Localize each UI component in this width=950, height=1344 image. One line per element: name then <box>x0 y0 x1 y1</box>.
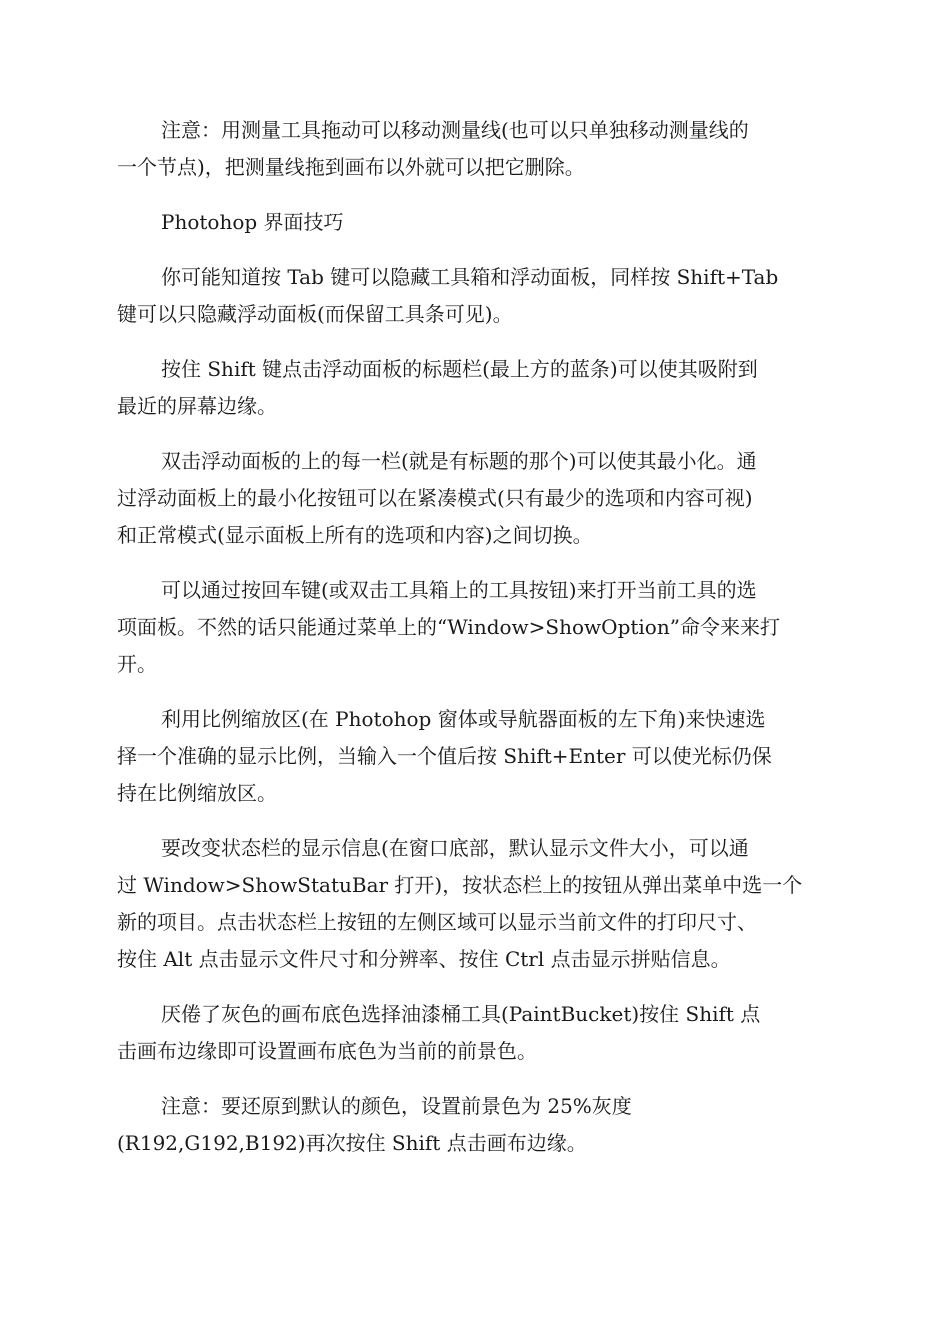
text-line: 注意：用测量工具拖动可以移动测量线(也可以只单独移动测量线的 <box>161 118 749 142</box>
paragraph-tab-key <box>117 259 833 333</box>
text-line: (R192,G192,B192)再次按住 Shift 点击画布边缘。 <box>117 1131 587 1155</box>
text-line: 持在比例缩放区。 <box>117 781 277 805</box>
paragraph-measure-note <box>117 112 833 186</box>
paragraph-zoom-area <box>117 701 833 812</box>
paragraph-minimize-panel <box>117 443 833 554</box>
text-line: 击画布边缘即可设置画布底色为当前的前景色。 <box>117 1039 537 1063</box>
text-line: 项面板。不然的话只能通过菜单上的“Window>ShowOption”命令来来打 <box>117 615 780 639</box>
text-line: 你可能知道按 Tab 键可以隐藏工具箱和浮动面板，同样按 Shift+Tab <box>161 265 779 289</box>
text-line: 新的项目。点击状态栏上按钮的左侧区域可以显示当前文件的打印尺寸、 <box>117 910 757 934</box>
text-line: 厌倦了灰色的画布底色选择油漆桶工具(PaintBucket)按住 Shift 点 <box>161 1002 761 1026</box>
paragraph-status-bar <box>117 830 833 978</box>
text-line: 键可以只隐藏浮动面板(而保留工具条可见)。 <box>117 302 513 326</box>
text-line: 开。 <box>117 652 157 676</box>
section-heading <box>117 204 833 241</box>
text-line: 注意：要还原到默认的颜色，设置前景色为 25%灰度 <box>161 1094 632 1118</box>
text-line: 按住 Alt 点击显示文件尺寸和分辨率、按住 Ctrl 点击显示拼贴信息。 <box>117 947 731 971</box>
paragraph-default-color-note <box>117 1088 833 1162</box>
text-line: 过浮动面板上的最小化按钮可以在紧凑模式(只有最少的选项和内容可视) <box>117 486 753 510</box>
text-line: 利用比例缩放区(在 Photohop 窗体或导航器面板的左下角)来快速选 <box>161 707 766 731</box>
document-body <box>117 112 833 1180</box>
text-line: 按住 Shift 键点击浮动面板的标题栏(最上方的蓝条)可以使其吸附到 <box>161 357 758 381</box>
text-line: 最近的屏幕边缘。 <box>117 394 277 418</box>
paragraph-options-panel <box>117 572 833 683</box>
text-line: 择一个准确的显示比例，当输入一个值后按 Shift+Enter 可以使光标仍保 <box>117 744 772 768</box>
text-line: 和正常模式(显示面板上所有的选项和内容)之间切换。 <box>117 523 593 547</box>
text-line: 过 Window>ShowStatuBar 打开)，按状态栏上的按钮从弹出菜单中选一个 <box>117 873 803 897</box>
paragraph-shift-dock <box>117 351 833 425</box>
text-line: 双击浮动面板的上的每一栏(就是有标题的那个)可以使其最小化。通 <box>161 449 757 473</box>
text-line: 可以通过按回车键(或双击工具箱上的工具按钮)来打开当前工具的选 <box>161 578 757 602</box>
heading-text: Photohop 界面技巧 <box>161 210 344 234</box>
text-line: 一个节点)，把测量线拖到画布以外就可以把它删除。 <box>117 155 585 179</box>
paragraph-canvas-color <box>117 996 833 1070</box>
text-line: 要改变状态栏的显示信息(在窗口底部，默认显示文件大小，可以通 <box>161 836 749 860</box>
